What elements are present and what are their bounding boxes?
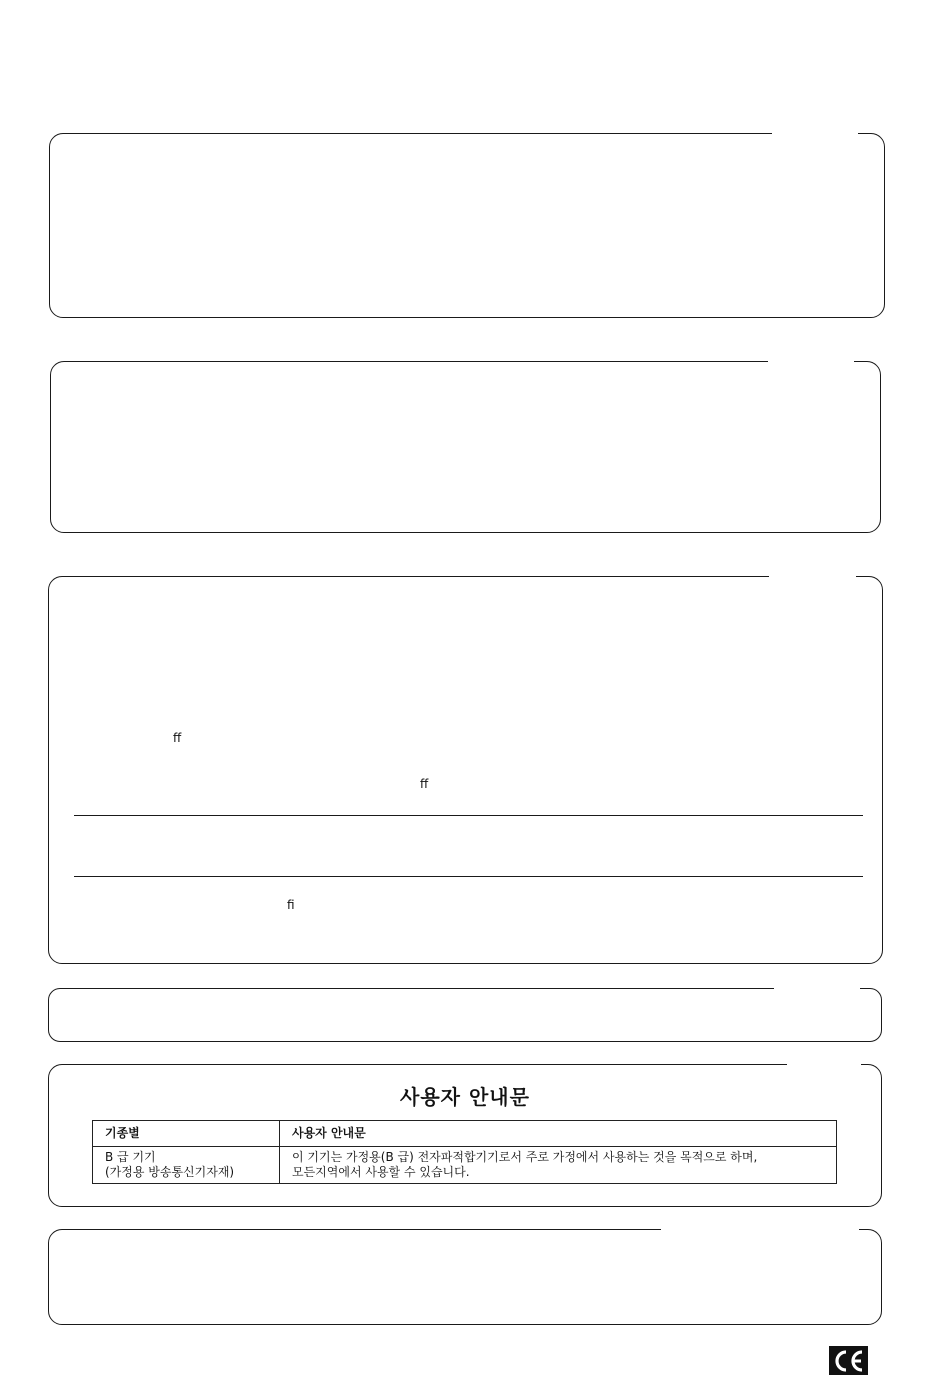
notice-box-2 xyxy=(50,361,881,533)
ligature-text: ﬀ xyxy=(420,777,429,791)
notice-box-4 xyxy=(48,988,882,1042)
notice-table xyxy=(92,1120,837,1184)
box-title-gap xyxy=(661,1227,859,1233)
class-line: B 급 기기 xyxy=(105,1150,156,1164)
notice-line: 모든지역에서 사용할 수 있습니다. xyxy=(292,1165,470,1179)
divider xyxy=(74,876,863,877)
notice-box-1 xyxy=(49,133,885,318)
notice-line: 이 기기는 가정용(B 급) 전자파적합기기로서 주로 가정에서 사용하는 것을 목적으로 하며, xyxy=(292,1150,758,1164)
box-title-gap xyxy=(787,1062,861,1068)
box-title-gap xyxy=(772,131,858,137)
table-header-cell: 기종별 xyxy=(93,1121,280,1147)
table-header-cell: 사용자 안내문 xyxy=(280,1121,837,1147)
ligature-text: ﬀ xyxy=(173,731,182,745)
box-title-gap xyxy=(774,986,860,992)
box-title-gap xyxy=(768,359,854,365)
notice-title: 사용자 안내문 xyxy=(400,1085,530,1109)
notice-box-6 xyxy=(48,1229,882,1325)
box-title-gap xyxy=(769,574,856,580)
notice-box-3 xyxy=(48,576,883,964)
table-cell-text xyxy=(280,1147,837,1184)
table-header-row xyxy=(93,1121,837,1147)
table-row xyxy=(93,1147,837,1184)
divider xyxy=(74,815,863,816)
table-cell-class xyxy=(93,1147,280,1184)
class-line: (가정용 방송통신기자재) xyxy=(105,1165,235,1179)
ligature-text: ﬁ xyxy=(287,898,295,912)
ce-mark-icon xyxy=(829,1346,868,1375)
korean-user-notice-box xyxy=(48,1064,882,1207)
